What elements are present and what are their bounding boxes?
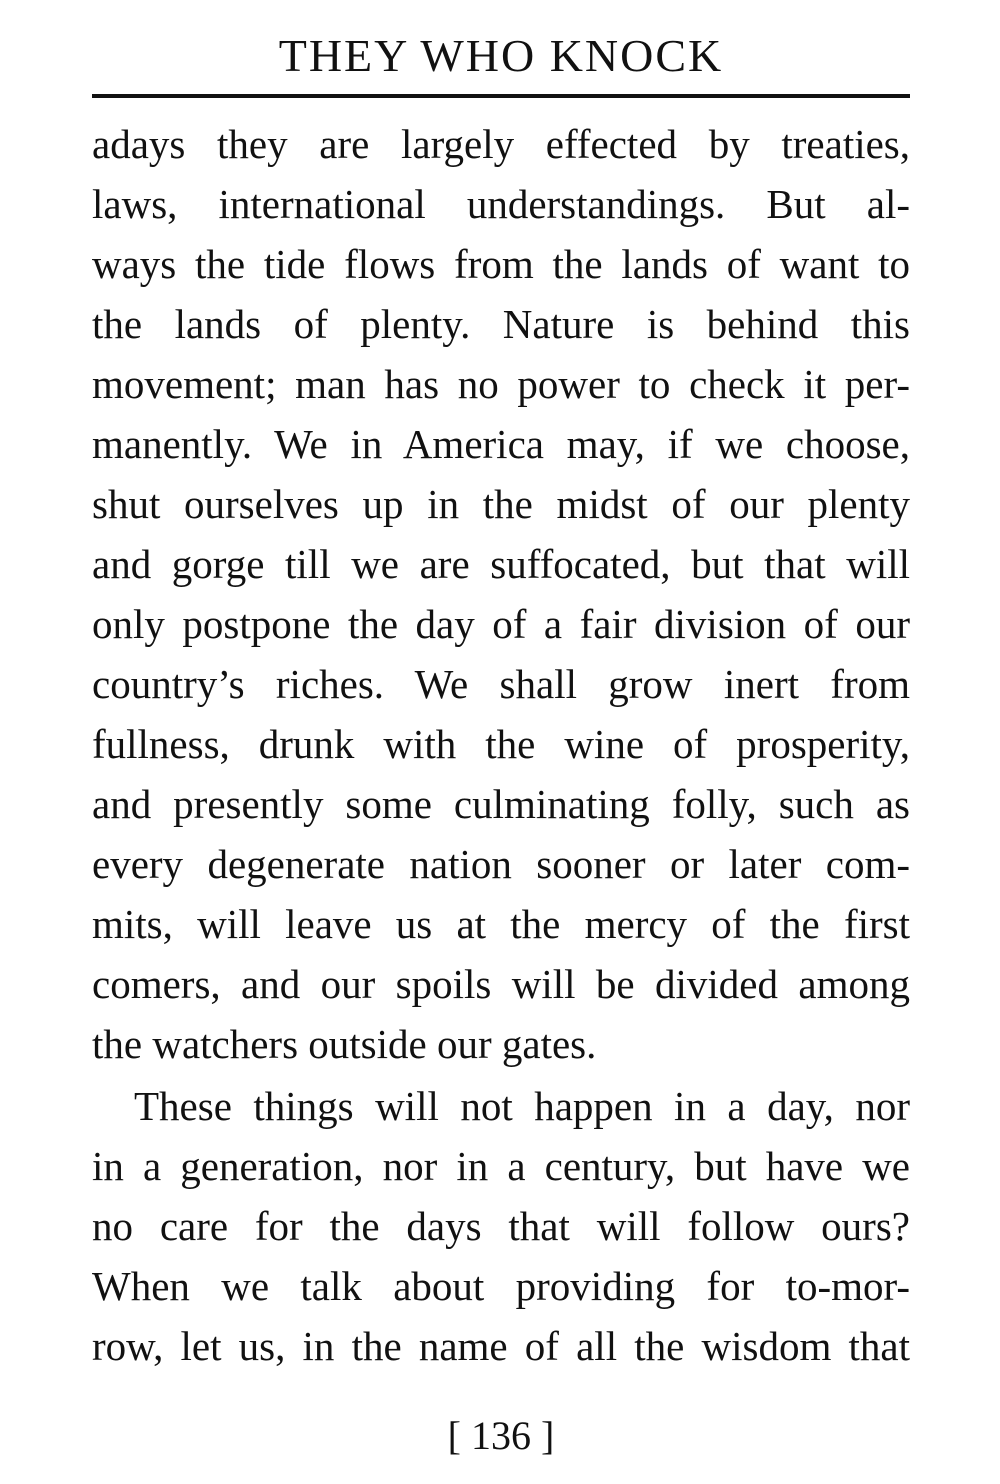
text-line: comers, and our spoils will be divided among [92,961,910,1007]
text-line: the watchers outside our gates. [92,1021,597,1067]
text-line: shut ourselves up in the midst of our plenty [92,481,910,527]
text-line: row, let us, in the name of all the wisdom that [92,1323,910,1369]
book-page [92,0,910,1484]
paragraph [92,1076,910,1376]
text-line: country’s riches. We shall grow inert from [92,661,910,707]
text-line: fullness, drunk with the wine of prosperity, [92,721,910,767]
text-line: no care for the days that will follow ours? [92,1203,910,1249]
text-line: in a generation, nor in a century, but have we [92,1143,910,1189]
text-line: These things will not happen in a day, nor [134,1083,910,1129]
text-line: and presently some culminating folly, such as [92,781,910,827]
text-line: and gorge till we are suffocated, but that will [92,541,910,587]
page-number: [ 136 ] [447,1413,555,1458]
paragraph [92,114,910,1074]
text-line: ways the tide flows from the lands of want to [92,241,910,287]
text-line: only postpone the day of a fair division of our [92,601,910,647]
text-line: movement; man has no power to check it per- [92,361,910,407]
header-rule [92,94,910,98]
text-line: every degenerate nation sooner or later com- [92,841,910,887]
body-text [92,114,910,1376]
text-line: manently. We in America may, if we choose, [92,421,910,467]
text-line: adays they are largely effected by treaties, [92,121,910,167]
text-line: laws, international understandings. But al- [92,181,910,227]
text-line: When we talk about providing for to-mor- [92,1263,910,1309]
running-head: THEY WHO KNOCK [278,30,724,81]
text-line: the lands of plenty. Nature is behind this [92,301,910,347]
text-line: mits, will leave us at the mercy of the first [92,901,910,947]
